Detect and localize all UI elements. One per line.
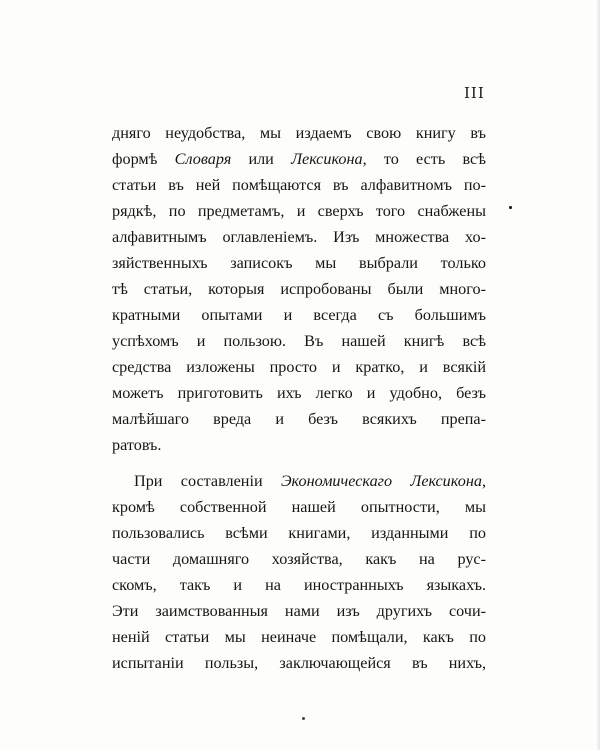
text-run: пользовались всѣми книгами, изданными по [112, 524, 486, 542]
body-text [112, 120, 486, 676]
text-line [112, 650, 486, 676]
text-run: успѣхомъ и пользою. Въ нашей книгѣ всѣ [112, 332, 486, 350]
italic-term: Экономическаго Лексикона [280, 472, 482, 490]
italic-term: Лексикона [291, 150, 363, 168]
text-line [112, 224, 486, 250]
text-line [112, 328, 486, 354]
text-line [112, 432, 486, 458]
text-run: средства изложены просто и кратко, и всякій [112, 358, 486, 376]
text-line [112, 546, 486, 572]
text-run: тѣ статьи, которыя испробованы были много- [112, 280, 486, 298]
text-run: рядкѣ, по предметамъ, и сверхъ того снабжены [112, 202, 486, 220]
text-run: , то есть всѣ [362, 150, 486, 168]
text-run: кромѣ собственной нашей опытности, мы [112, 498, 486, 516]
page-number: III [464, 84, 485, 102]
paragraph-gap [112, 458, 486, 468]
text-run: или [231, 150, 292, 168]
text-line [112, 354, 486, 380]
text-line [112, 624, 486, 650]
text-run: дняго неудобства, мы издаемъ свою книгу въ [112, 124, 486, 142]
text-line [112, 172, 486, 198]
text-run: скомъ, такъ и на иностранныхъ языкахъ. [112, 576, 486, 594]
text-run: кратными опытами и всегда съ большимъ [112, 306, 486, 324]
text-run: ратовъ. [112, 436, 162, 454]
text-line [112, 468, 486, 494]
text-run: статьи въ ней помѣщаются въ алфавитномъ по- [112, 176, 486, 194]
text-run: алфавитнымъ оглавленіемъ. Изъ множества хо- [112, 228, 486, 246]
text-line [112, 276, 486, 302]
text-run: зяйственныхъ записокъ мы выбрали только [112, 254, 486, 272]
text-run: малѣйшаго вреда и безъ всякихъ препа- [112, 410, 486, 428]
text-line [112, 198, 486, 224]
text-line [112, 406, 486, 432]
text-run: Эти заимствованныя нами изъ другихъ сочи- [112, 602, 486, 620]
text-run: При составленіи [134, 472, 281, 490]
text-run: испытаніи пользы, заключающейся въ нихъ, [112, 654, 486, 672]
text-line [112, 572, 486, 598]
text-line [112, 146, 486, 172]
text-run: , [481, 472, 486, 490]
text-line [112, 598, 486, 624]
text-line [112, 120, 486, 146]
text-line [112, 520, 486, 546]
text-line [112, 250, 486, 276]
text-run: неній статьи мы неиначе помѣщали, какъ по [112, 628, 486, 646]
text-line [112, 494, 486, 520]
text-run: можетъ приготовить ихъ легко и удобно, безъ [112, 384, 486, 402]
text-run: формѣ [112, 150, 175, 168]
text-line [112, 380, 486, 406]
text-run: части домашняго хозяйства, какъ на рус- [112, 550, 486, 568]
ink-speck [302, 717, 305, 720]
italic-term: Словаря [174, 150, 232, 168]
page-edge-shadow [596, 0, 600, 750]
text-line [112, 302, 486, 328]
margin-ink-mark [509, 206, 512, 209]
